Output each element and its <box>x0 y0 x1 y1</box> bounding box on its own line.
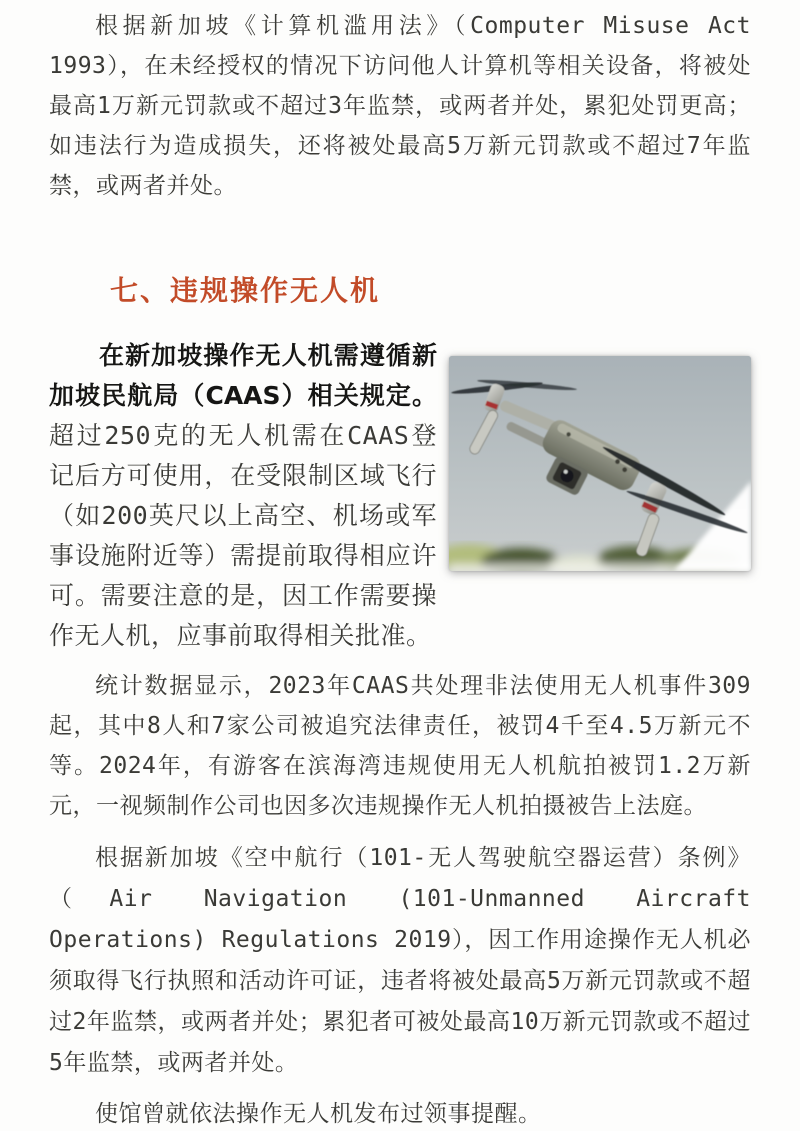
drone-photo-illustration <box>449 356 751 571</box>
paragraph-computer-misuse: 根据新加坡《计算机滥用法》（Computer Misuse Act 1993），在未经授权的情况下访问他人计算机等相关设备，将被处最高1万新元罚款或不超过3年监禁，或两者并处，累犯处罚更高；如违法行为造成损失，还将被处最高5万新元罚款或不超过7年监禁，或两者并处。 <box>49 13 751 199</box>
paragraph-consular-reminder: 使馆曾就依法操作无人机发布过领事提醒。 <box>95 1101 542 1127</box>
paragraph-air-navigation-regulation: 根据新加坡《空中航行（101-无人驾驶航空器运营）条例》（Air Navigation (101-Unmanned Aircraft Operations) Regulations 2019），因工作用途操作无人机必须取得飞行执照和活动许可证，违者将被处最高5万新元罚款或不超过2年监禁，或两者并处；累犯者可被处最高10万新元罚款或不超过5年监禁，或两者并处。 <box>49 845 751 1076</box>
drone-photo <box>449 356 751 571</box>
section-heading: 七、违规操作无人机 <box>110 274 381 307</box>
drone-paragraph-bold-lead: 在新加坡操作无人机需遵循新加坡民航局（CAAS）相关规定。 <box>49 341 437 410</box>
paragraph-statistics: 统计数据显示，2023年CAAS共处理非法使用无人机事件309起，其中8人和7家公司被追究法律责任，被罚4千至4.5万新元不等。2024年，有游客在滨海湾违规使用无人机航拍被罚1.2万新元，一视频制作公司也因多次违规操作无人机拍摄被告上法庭。 <box>49 673 751 819</box>
drone-paragraph-body: 超过250克的无人机需在CAAS登记后方可使用，在受限制区域飞行（如200英尺以上高空、机场或军事设施附近等）需提前取得相应许可。需要注意的是，因工作需要操作无人机，应事前取得相关批准。 <box>49 421 437 650</box>
drone-section <box>49 336 751 656</box>
drone-photo-wrap <box>437 336 751 654</box>
